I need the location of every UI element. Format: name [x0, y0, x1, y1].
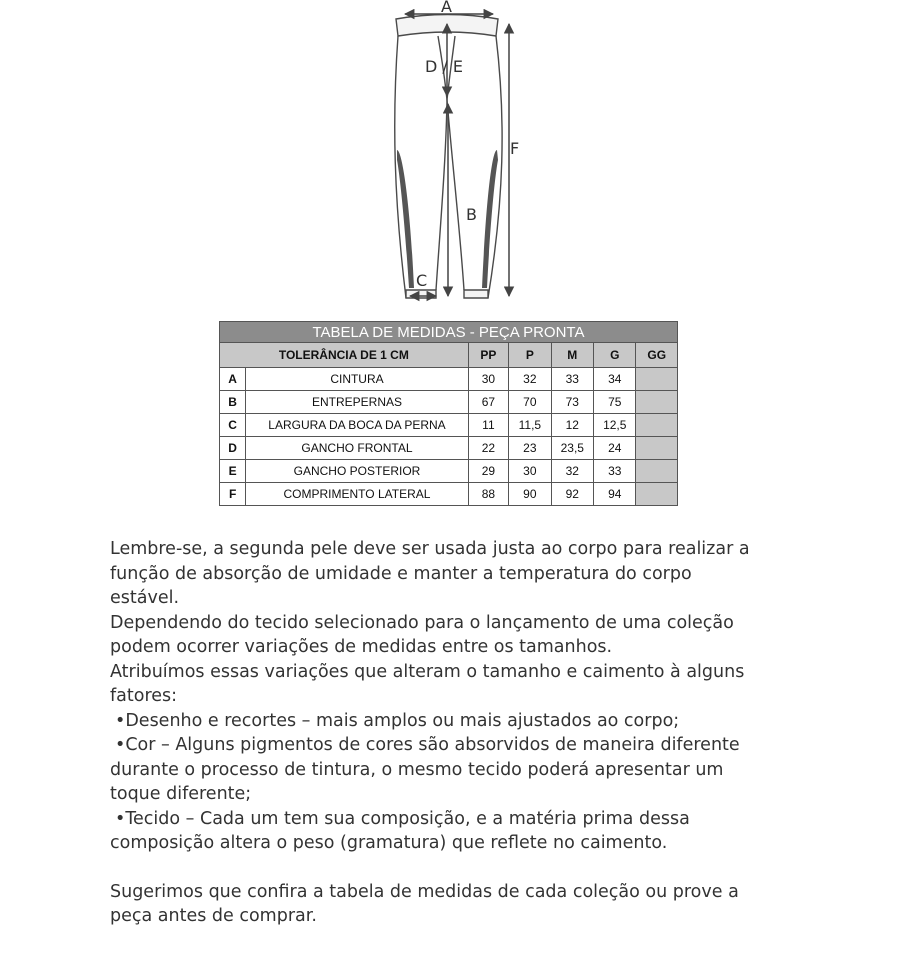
size-value: 67 [468, 391, 508, 414]
table-header-row [220, 343, 678, 368]
note-line: Atribuímos essas variações que alteram o tamanho e caimento à alguns [110, 661, 745, 682]
size-value: 88 [468, 483, 508, 506]
measure-letter: E [220, 460, 246, 483]
tolerance-label: TOLERÂNCIA DE 1 CM [220, 343, 469, 368]
size-value: 23 [509, 437, 551, 460]
size-value: 75 [594, 391, 636, 414]
size-value [636, 437, 678, 460]
measure-name: LARGURA DA BOCA DA PERNA [246, 414, 468, 437]
size-value [636, 368, 678, 391]
size-value: 32 [509, 368, 551, 391]
size-header-g: G [594, 343, 636, 368]
size-value: 90 [509, 483, 551, 506]
note-line: Lembre-se, a segunda pele deve ser usada justa ao corpo para realizar a [110, 539, 750, 559]
size-value: 23,5 [551, 437, 593, 460]
size-header-gg: GG [636, 343, 678, 368]
measure-name: GANCHO POSTERIOR [246, 460, 468, 483]
size-value: 22 [468, 437, 508, 460]
spacer [110, 856, 810, 880]
size-value: 70 [509, 391, 551, 414]
size-header-m: M [551, 343, 593, 368]
table-row [220, 460, 678, 483]
size-value: 33 [594, 460, 636, 483]
size-value: 12,5 [594, 414, 636, 437]
size-value: 24 [594, 437, 636, 460]
note-line: composição altera o peso (gramatura) que reflete no caimento. [110, 833, 668, 853]
table-title: TABELA DE MEDIDAS - PEÇA PRONTA [220, 322, 678, 343]
note-line: Dependendo do tecido selecionado para o lançamento de uma coleção [110, 612, 734, 633]
size-value: 30 [468, 368, 508, 391]
size-value: 29 [468, 460, 508, 483]
note-line: peça antes de comprar. [110, 906, 317, 926]
measure-letter: C [220, 414, 246, 437]
note-line: durante o processo de tintura, o mesmo tecido poderá apresentar um [110, 759, 724, 780]
measure-letter: D [220, 437, 246, 460]
note-line: podem ocorrer variações de medidas entre os tamanhos. [110, 637, 613, 657]
measure-letter: B [220, 391, 246, 414]
size-value: 73 [551, 391, 593, 414]
size-value: 30 [509, 460, 551, 483]
size-value: 11 [468, 414, 508, 437]
note-line: fatores: [110, 686, 178, 706]
note-line: função de absorção de umidade e manter a temperatura do corpo [110, 563, 692, 584]
table-row [220, 368, 678, 391]
bullet-design: •Desenho e recortes – mais amplos ou mais ajustados ao corpo; [115, 710, 680, 731]
size-value: 32 [551, 460, 593, 483]
size-value: 33 [551, 368, 593, 391]
measure-name: COMPRIMENTO LATERAL [246, 483, 468, 506]
label-a: A [441, 0, 452, 16]
bullet-color: •Cor – Alguns pigmentos de cores são absorvidos de maneira diferente [115, 735, 740, 755]
measure-letter: A [220, 368, 246, 391]
note-line: toque diferente; [110, 784, 252, 804]
size-header-p: P [509, 343, 551, 368]
label-b: B [466, 205, 477, 224]
size-table [219, 321, 678, 506]
size-header-pp: PP [468, 343, 508, 368]
note-line: estável. [110, 588, 180, 608]
measure-name: ENTREPERNAS [246, 391, 468, 414]
size-value [636, 483, 678, 506]
size-value: 34 [594, 368, 636, 391]
size-value [636, 391, 678, 414]
measure-name: CINTURA [246, 368, 468, 391]
table-row [220, 391, 678, 414]
size-value [636, 460, 678, 483]
measure-name: GANCHO FRONTAL [246, 437, 468, 460]
label-c: C [416, 271, 428, 290]
size-value: 12 [551, 414, 593, 437]
size-value: 92 [551, 483, 593, 506]
note-line: Sugerimos que confira a tabela de medidas de cada coleção ou prove a [110, 881, 739, 902]
size-value [636, 414, 678, 437]
label-de: D / E [425, 57, 463, 76]
size-value: 94 [594, 483, 636, 506]
care-notes [110, 537, 810, 929]
table-body [220, 368, 678, 506]
label-f: F [510, 139, 520, 158]
bullet-fabric: •Tecido – Cada um tem sua composição, e a matéria prima dessa [115, 808, 690, 829]
table-row [220, 414, 678, 437]
leggings-diagram [0, 0, 900, 310]
size-value: 11,5 [509, 414, 551, 437]
table-row [220, 437, 678, 460]
measure-letter: F [220, 483, 246, 506]
table-row [220, 483, 678, 506]
